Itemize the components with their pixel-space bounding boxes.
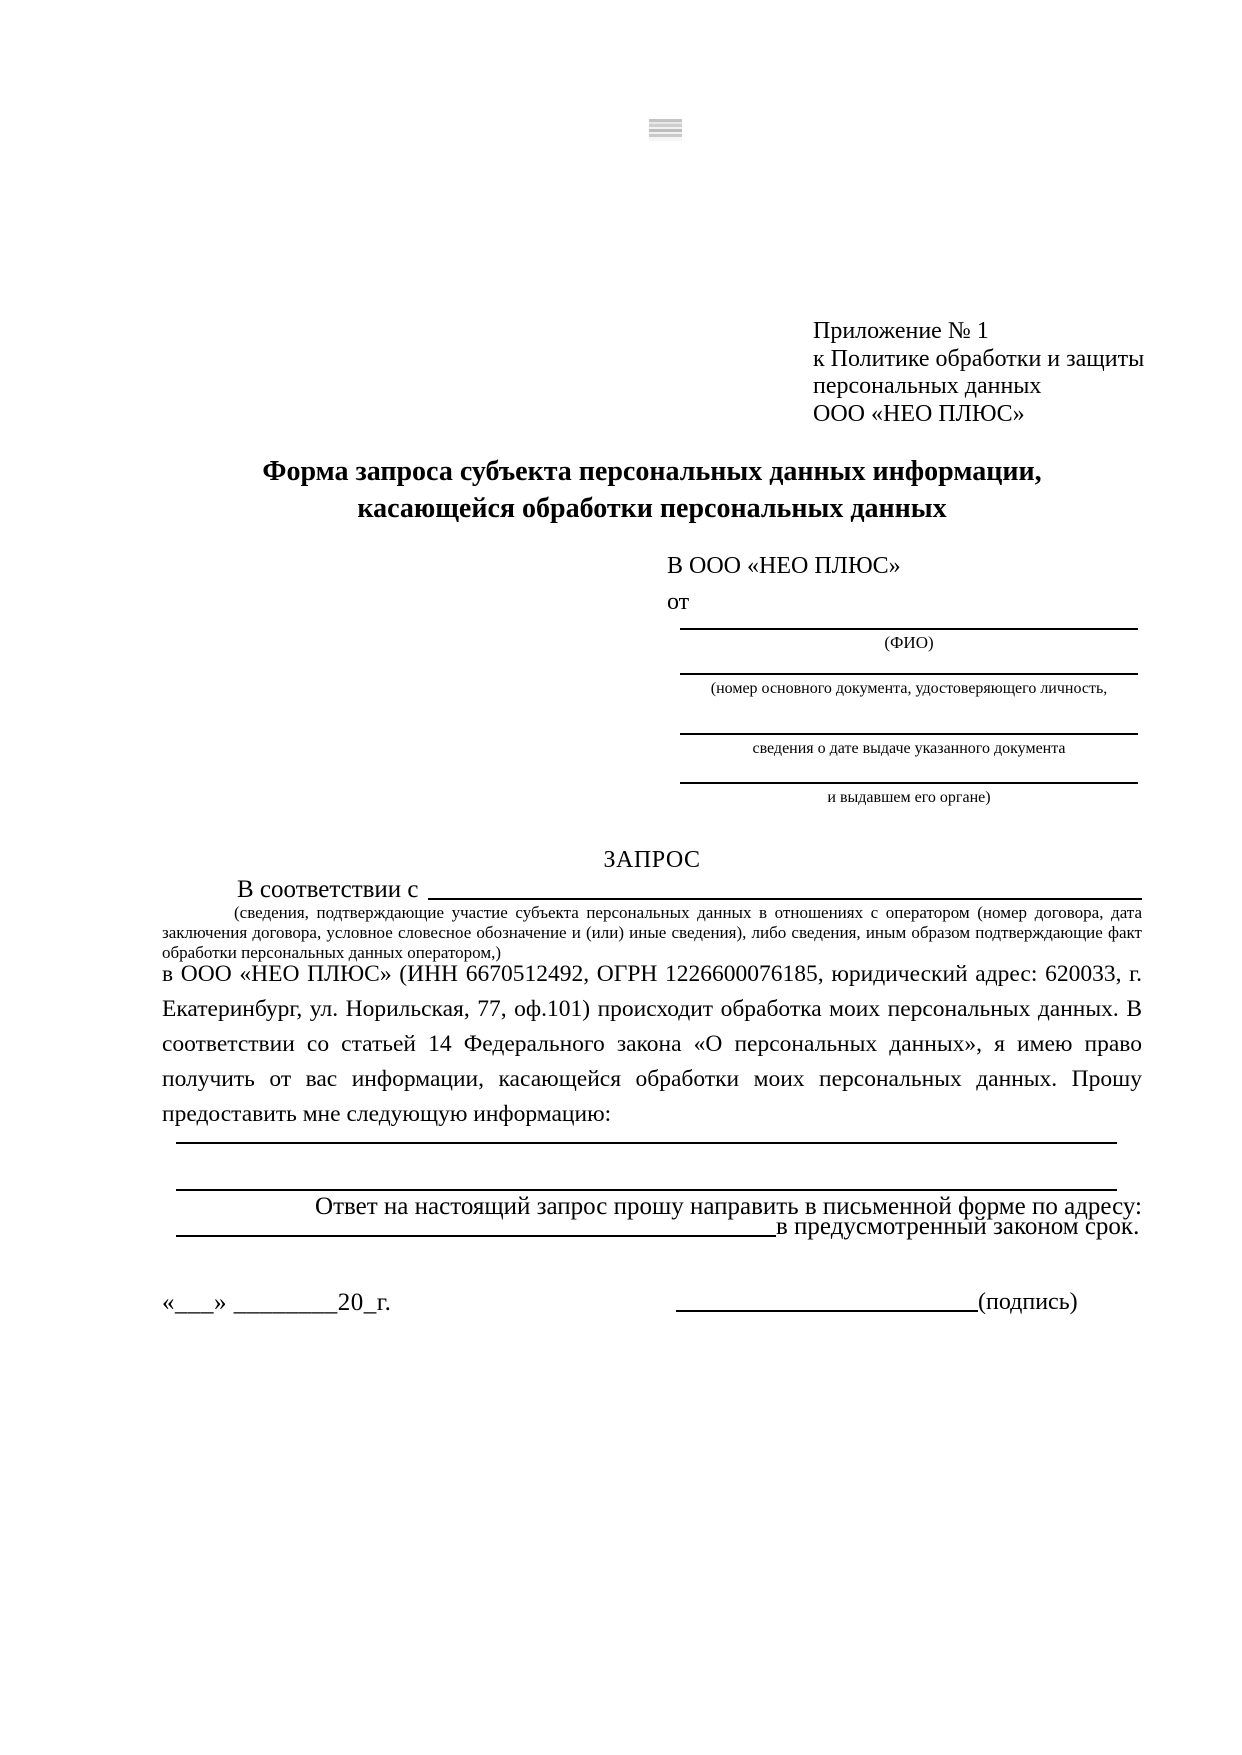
document-title-line-2: касающейся обработки персональных данных <box>357 493 947 524</box>
signature-caption: (подпись) <box>978 1289 1078 1315</box>
signature-row <box>676 1289 1078 1316</box>
info-field-line-2[interactable] <box>176 1189 1117 1191</box>
basis-row <box>162 876 1142 904</box>
issuing-authority-field-line[interactable] <box>680 782 1138 784</box>
reply-address-row <box>176 1213 1142 1241</box>
basis-field-line[interactable] <box>428 897 1142 900</box>
fio-field-line[interactable] <box>680 628 1138 630</box>
document-title <box>162 453 1142 527</box>
document-number-field-line[interactable] <box>680 673 1138 675</box>
date-fill-in[interactable]: «___» ________20_г. <box>162 1289 392 1316</box>
addressee-organization: В ООО «НЕО ПЛЮС» <box>667 553 901 579</box>
basis-prefix-label: В соответствии с <box>237 876 419 903</box>
document-title-line-1: Форма запроса субъекта персональных данных информации, <box>262 456 1042 487</box>
appendix-line-2: к Политике обработки и защиты <box>813 345 1145 372</box>
letterhead-stripes-icon <box>649 119 682 141</box>
info-field-line-1[interactable] <box>176 1142 1117 1144</box>
appendix-line-1: Приложение № 1 <box>813 318 989 344</box>
issue-date-field-line[interactable] <box>680 733 1138 735</box>
reply-suffix-label: в предусмотренный законом срок. <box>776 1213 1140 1240</box>
document-number-field-caption: (номер основного документа, удостоверяющего личность, <box>710 680 1108 697</box>
issue-date-field-caption: сведения о дате выдаче указанного документа <box>752 740 1066 757</box>
fio-field-caption: (ФИО) <box>884 633 934 652</box>
request-heading: ЗАПРОС <box>603 847 701 873</box>
signature-field-line[interactable] <box>676 1309 978 1312</box>
reply-sentence: Ответ на настоящий запрос прошу направить в письменной форме по адресу: <box>315 1193 1142 1220</box>
reply-address-field-line[interactable] <box>176 1234 776 1237</box>
basis-footnote: (сведения, подтверждающие участие субъекта персональных данных в отношениях с оператором (номер договора, дата заключения договора, условное словесное обозначение и (или) иные сведения), либо сведения, иным образом подтверждающие факт обработки персональных данных оператором,) <box>162 903 1142 962</box>
request-body-paragraph: в ООО «НЕО ПЛЮС» (ИНН 6670512492, ОГРН 1226600076185, юридический адрес: 620033, г. Екатеринбург, ул. Норильская, 77, оф.101) происходит обработка моих персональных данных. В соответствии со статьей 14 Федерального закона «О персональных данных», я имею право получить от вас информации, касающейся обработки моих персональных данных. Прошу предоставить мне следующую информацию: <box>162 961 1142 1127</box>
addressee-from-label: от <box>667 589 690 615</box>
appendix-line-3: персональных данных <box>813 373 1042 399</box>
appendix-block <box>813 318 1144 428</box>
issuing-authority-field-caption: и выдавшем его органе) <box>827 789 991 806</box>
appendix-line-4: ООО «НЕО ПЛЮС» <box>813 400 1025 427</box>
